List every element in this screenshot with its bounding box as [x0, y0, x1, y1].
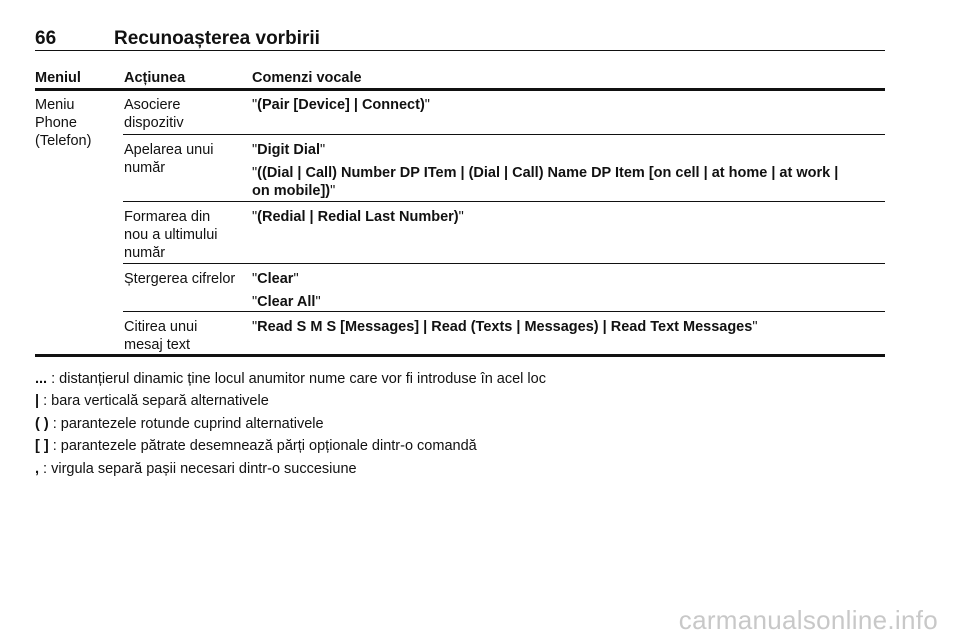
action-line: nou a ultimului	[124, 227, 218, 243]
table-top-rule	[35, 88, 885, 91]
command-cell	[252, 141, 880, 200]
chapter-title: Recunoașterea vorbirii	[114, 28, 320, 49]
legend-item: ... : distanțierul dinamic ține locul anumitor nume care vor fi introduse în acel loc	[35, 371, 546, 387]
row-divider	[123, 134, 885, 135]
legend-item: ( ) : parantezele rotunde cuprind alternativele	[35, 416, 324, 432]
action-line: Asociere	[124, 97, 181, 113]
action-line: Ștergerea cifrelor	[124, 271, 236, 287]
action-line: dispozitiv	[124, 115, 184, 131]
action-line: Apelarea unui	[124, 142, 214, 158]
voice-command: "(Pair [Device] | Connect)"	[252, 97, 430, 113]
row-divider	[123, 263, 885, 264]
command-cell	[252, 318, 880, 336]
column-header-commands: Comenzi vocale	[252, 70, 362, 86]
action-line: mesaj text	[124, 337, 191, 353]
voice-command: "(Redial | Redial Last Number)"	[252, 209, 464, 225]
command-cell	[252, 270, 880, 311]
action-line: număr	[124, 245, 166, 261]
column-header-menu: Meniul	[35, 70, 81, 86]
voice-command: "Clear All"	[252, 294, 321, 310]
watermark: carmanualsonline.info	[678, 605, 938, 635]
action-cell	[124, 96, 249, 132]
legend-item: , : virgula separă pașii necesari dintr-o succesiune	[35, 461, 357, 477]
page-number: 66	[35, 28, 57, 49]
row-divider	[123, 201, 885, 202]
menu-line: (Telefon)	[35, 133, 92, 149]
voice-command: "Read S M S [Messages] | Read (Texts | Messages) | Read Text Messages"	[252, 319, 758, 335]
table-bottom-rule	[35, 354, 885, 357]
menu-line: Phone	[35, 115, 77, 131]
menu-line: Meniu	[35, 97, 75, 113]
command-cell	[252, 208, 880, 226]
row-divider	[123, 311, 885, 312]
legend-item: [ ] : parantezele pătrate desemnează părți opționale dintr-o comandă	[35, 438, 477, 454]
action-cell	[124, 270, 249, 288]
menu-cell	[35, 96, 120, 150]
action-line: Citirea unui	[124, 319, 198, 335]
column-header-action: Acțiunea	[124, 70, 186, 86]
action-cell	[124, 318, 249, 354]
voice-command: "Clear"	[252, 271, 299, 287]
legend-item: | : bara verticală separă alternativele	[35, 393, 269, 409]
header-rule	[35, 50, 885, 51]
page-header	[35, 28, 885, 52]
voice-command: "((Dial | Call) Number DP ITem | (Dial | Call) Name DP Item [on cell | at home | at work | on mobile])"	[252, 165, 839, 199]
action-cell	[124, 208, 249, 262]
action-line: număr	[124, 160, 166, 176]
action-cell	[124, 141, 249, 177]
voice-command: "Digit Dial"	[252, 142, 326, 158]
action-line: Formarea din	[124, 209, 211, 225]
command-cell	[252, 96, 880, 114]
